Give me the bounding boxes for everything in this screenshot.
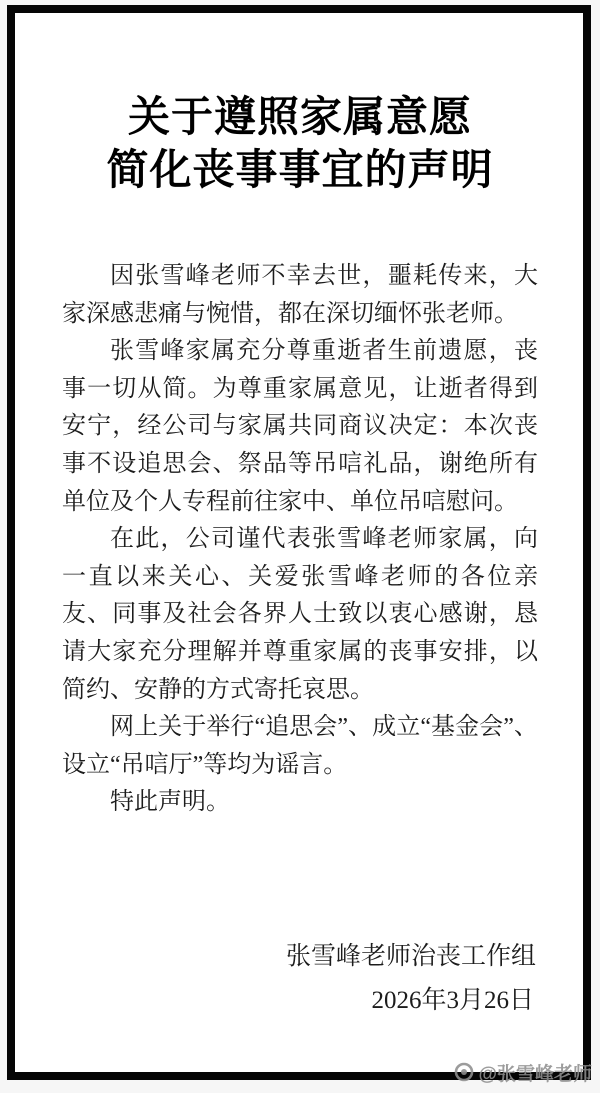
statement-body (62, 258, 538, 822)
statement-date: 2026年3月26日 (371, 987, 534, 1014)
statement-paragraph: 网上关于举行“追思会”、成立“基金会”、设立“吊唁厅”等均为谣言。 (62, 714, 538, 778)
watermark-text: @张雪峰老师 (478, 1063, 592, 1085)
weibo-eye-icon (454, 1062, 474, 1082)
statement-paragraph: 特此声明。 (110, 789, 230, 816)
statement-paragraph: 在此，公司谨代表张雪峰老师家属，向一直以来关心、关爱张雪峰老师的各位亲友、同事及社会各界人士致以衷心感谢，恳请大家充分理解并尊重家属的丧事安排，以简约、安静的方式寄托哀思。 (62, 526, 538, 703)
statement-paragraph: 张雪峰家属充分尊重逝者生前遗愿，丧事一切从简。为尊重家属意见，让逝者得到安宁，经公司与家属共同商议决定：本次丧事不设追思会、祭品等吊唁礼品，谢绝所有单位及个人专程前往家中、单位吊唁慰问。 (62, 338, 538, 515)
statement-title-line2: 简化丧事事宜的声明 (106, 146, 494, 193)
statement-title-line1: 关于遵照家属意愿 (127, 93, 472, 140)
statement-signature: 张雪峰老师治丧工作组 (285, 943, 536, 970)
statement-paragraph: 因张雪峰老师不幸去世，噩耗传来，大家深感悲痛与惋惜，都在深切缅怀张老师。 (62, 263, 538, 327)
statement-title (0, 90, 600, 196)
weibo-watermark (454, 1060, 592, 1084)
